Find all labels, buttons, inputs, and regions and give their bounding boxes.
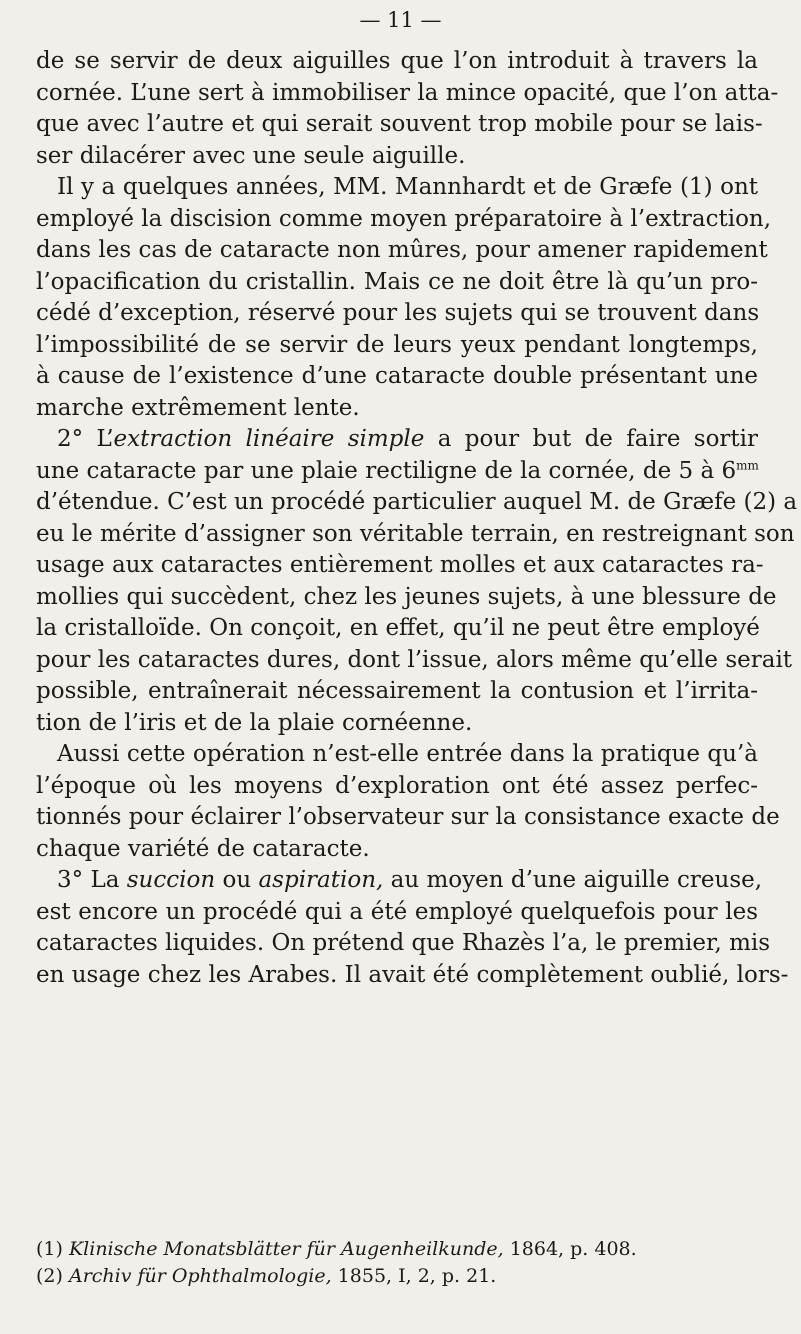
text-line: la cristalloïde. On conçoit, en effet, qu’il ne peut être employé bbox=[36, 615, 760, 641]
text-line: mollies qui succèdent, chez les jeunes sujets, à une blessure de bbox=[36, 583, 777, 610]
footnote-ref: 1855, I, 2, p. 21. bbox=[331, 1265, 497, 1287]
text-line bbox=[36, 865, 763, 897]
text-run: une cataracte par une plaie rectiligne de la cornée, de 5 à 6 bbox=[36, 457, 737, 484]
text-run: au moyen d’une aiguille creuse, bbox=[383, 867, 763, 893]
text-line: est encore un procédé qui a été employé quelquefois pour les bbox=[36, 898, 758, 925]
text-line: de se servir de deux aiguilles que l’on introduit à travers la bbox=[36, 48, 758, 74]
text-line: chaque variété de cataracte. bbox=[36, 835, 370, 862]
text-line: Aussi cette opération n’est-elle entrée dans la pratique qu’à bbox=[57, 741, 758, 767]
text-line bbox=[36, 456, 758, 488]
footnote-mark: (1) bbox=[36, 1238, 63, 1260]
footnote-mark: (2) bbox=[36, 1265, 63, 1287]
text-line: l’opacification du cristallin. Mais ce ne doit être là qu’un pro- bbox=[36, 268, 758, 295]
text-run: ou bbox=[215, 867, 259, 893]
text-line: cataractes liquides. On prétend que Rhazès l’a, le premier, mis bbox=[36, 930, 771, 956]
footnotes bbox=[36, 1236, 758, 1290]
text-line: l’impossibilité de se servir de leurs yeux pendant longtemps, bbox=[36, 331, 758, 358]
text-line: marche extrêmement lente. bbox=[36, 394, 360, 421]
italic-term: aspiration, bbox=[258, 867, 384, 893]
text-line: eu le mérite d’assigner son véritable terrain, en restreignant son bbox=[36, 520, 795, 547]
unit-superscript: mm bbox=[736, 457, 759, 472]
text-run: a pour but de faire sortir bbox=[424, 426, 759, 452]
text-line: tion de l’iris et de la plaie cornéenne. bbox=[36, 709, 473, 736]
text-run: 3° La bbox=[57, 867, 127, 893]
footnote bbox=[36, 1236, 758, 1263]
footnote bbox=[36, 1263, 758, 1290]
text-line: d’étendue. C’est un procédé particulier auquel M. de Græfe (2) a bbox=[36, 489, 798, 515]
text-line: l’époque où les moyens d’exploration ont été assez perfec- bbox=[36, 772, 758, 799]
text-line: tionnés pour éclairer l’observateur sur la consistance exacte de bbox=[36, 804, 780, 830]
text-line: à cause de l’existence d’une cataracte double présentant une bbox=[36, 363, 758, 389]
text-line: employé la discision comme moyen préparatoire à l’extraction, bbox=[36, 205, 772, 232]
text-line: en usage chez les Arabes. Il avait été complètement oublié, lors- bbox=[36, 961, 789, 988]
text-line: usage aux cataractes entièrement molles et aux cataractes ra- bbox=[36, 552, 764, 578]
text-line: ser dilacérer avec une seule aiguille. bbox=[36, 142, 466, 169]
body-text bbox=[36, 46, 798, 991]
text-line: que avec l’autre et qui serait souvent trop mobile pour se lais- bbox=[36, 111, 763, 137]
text-run: 2° L’ bbox=[57, 426, 114, 452]
page-number: — 11 — bbox=[359, 8, 442, 32]
footnote-title: Archiv für Ophthalmologie, bbox=[68, 1265, 332, 1287]
footnote-ref: 1864, p. 408. bbox=[503, 1238, 637, 1260]
text-line: cédé d’exception, réservé pour les sujets qui se trouvent dans bbox=[36, 300, 760, 326]
text-line: possible, entraînerait nécessairement la contusion et l’irrita- bbox=[36, 678, 758, 704]
italic-term: succion bbox=[126, 867, 216, 893]
text-line: cornée. L’une sert à immobiliser la mince opacité, que l’on atta- bbox=[36, 79, 779, 106]
footnote-title: Klinische Monatsblätter für Augenheilkunde, bbox=[68, 1238, 504, 1260]
text-line: dans les cas de cataracte non mûres, pour amener rapidement bbox=[36, 237, 768, 263]
text-line: Il y a quelques années, MM. Mannhardt et de Græfe (1) ont bbox=[57, 174, 758, 200]
text-line bbox=[36, 424, 758, 456]
italic-term: extraction linéaire simple bbox=[113, 426, 425, 452]
text-line: pour les cataractes dures, dont l’issue, alors même qu’elle serait bbox=[36, 646, 793, 673]
